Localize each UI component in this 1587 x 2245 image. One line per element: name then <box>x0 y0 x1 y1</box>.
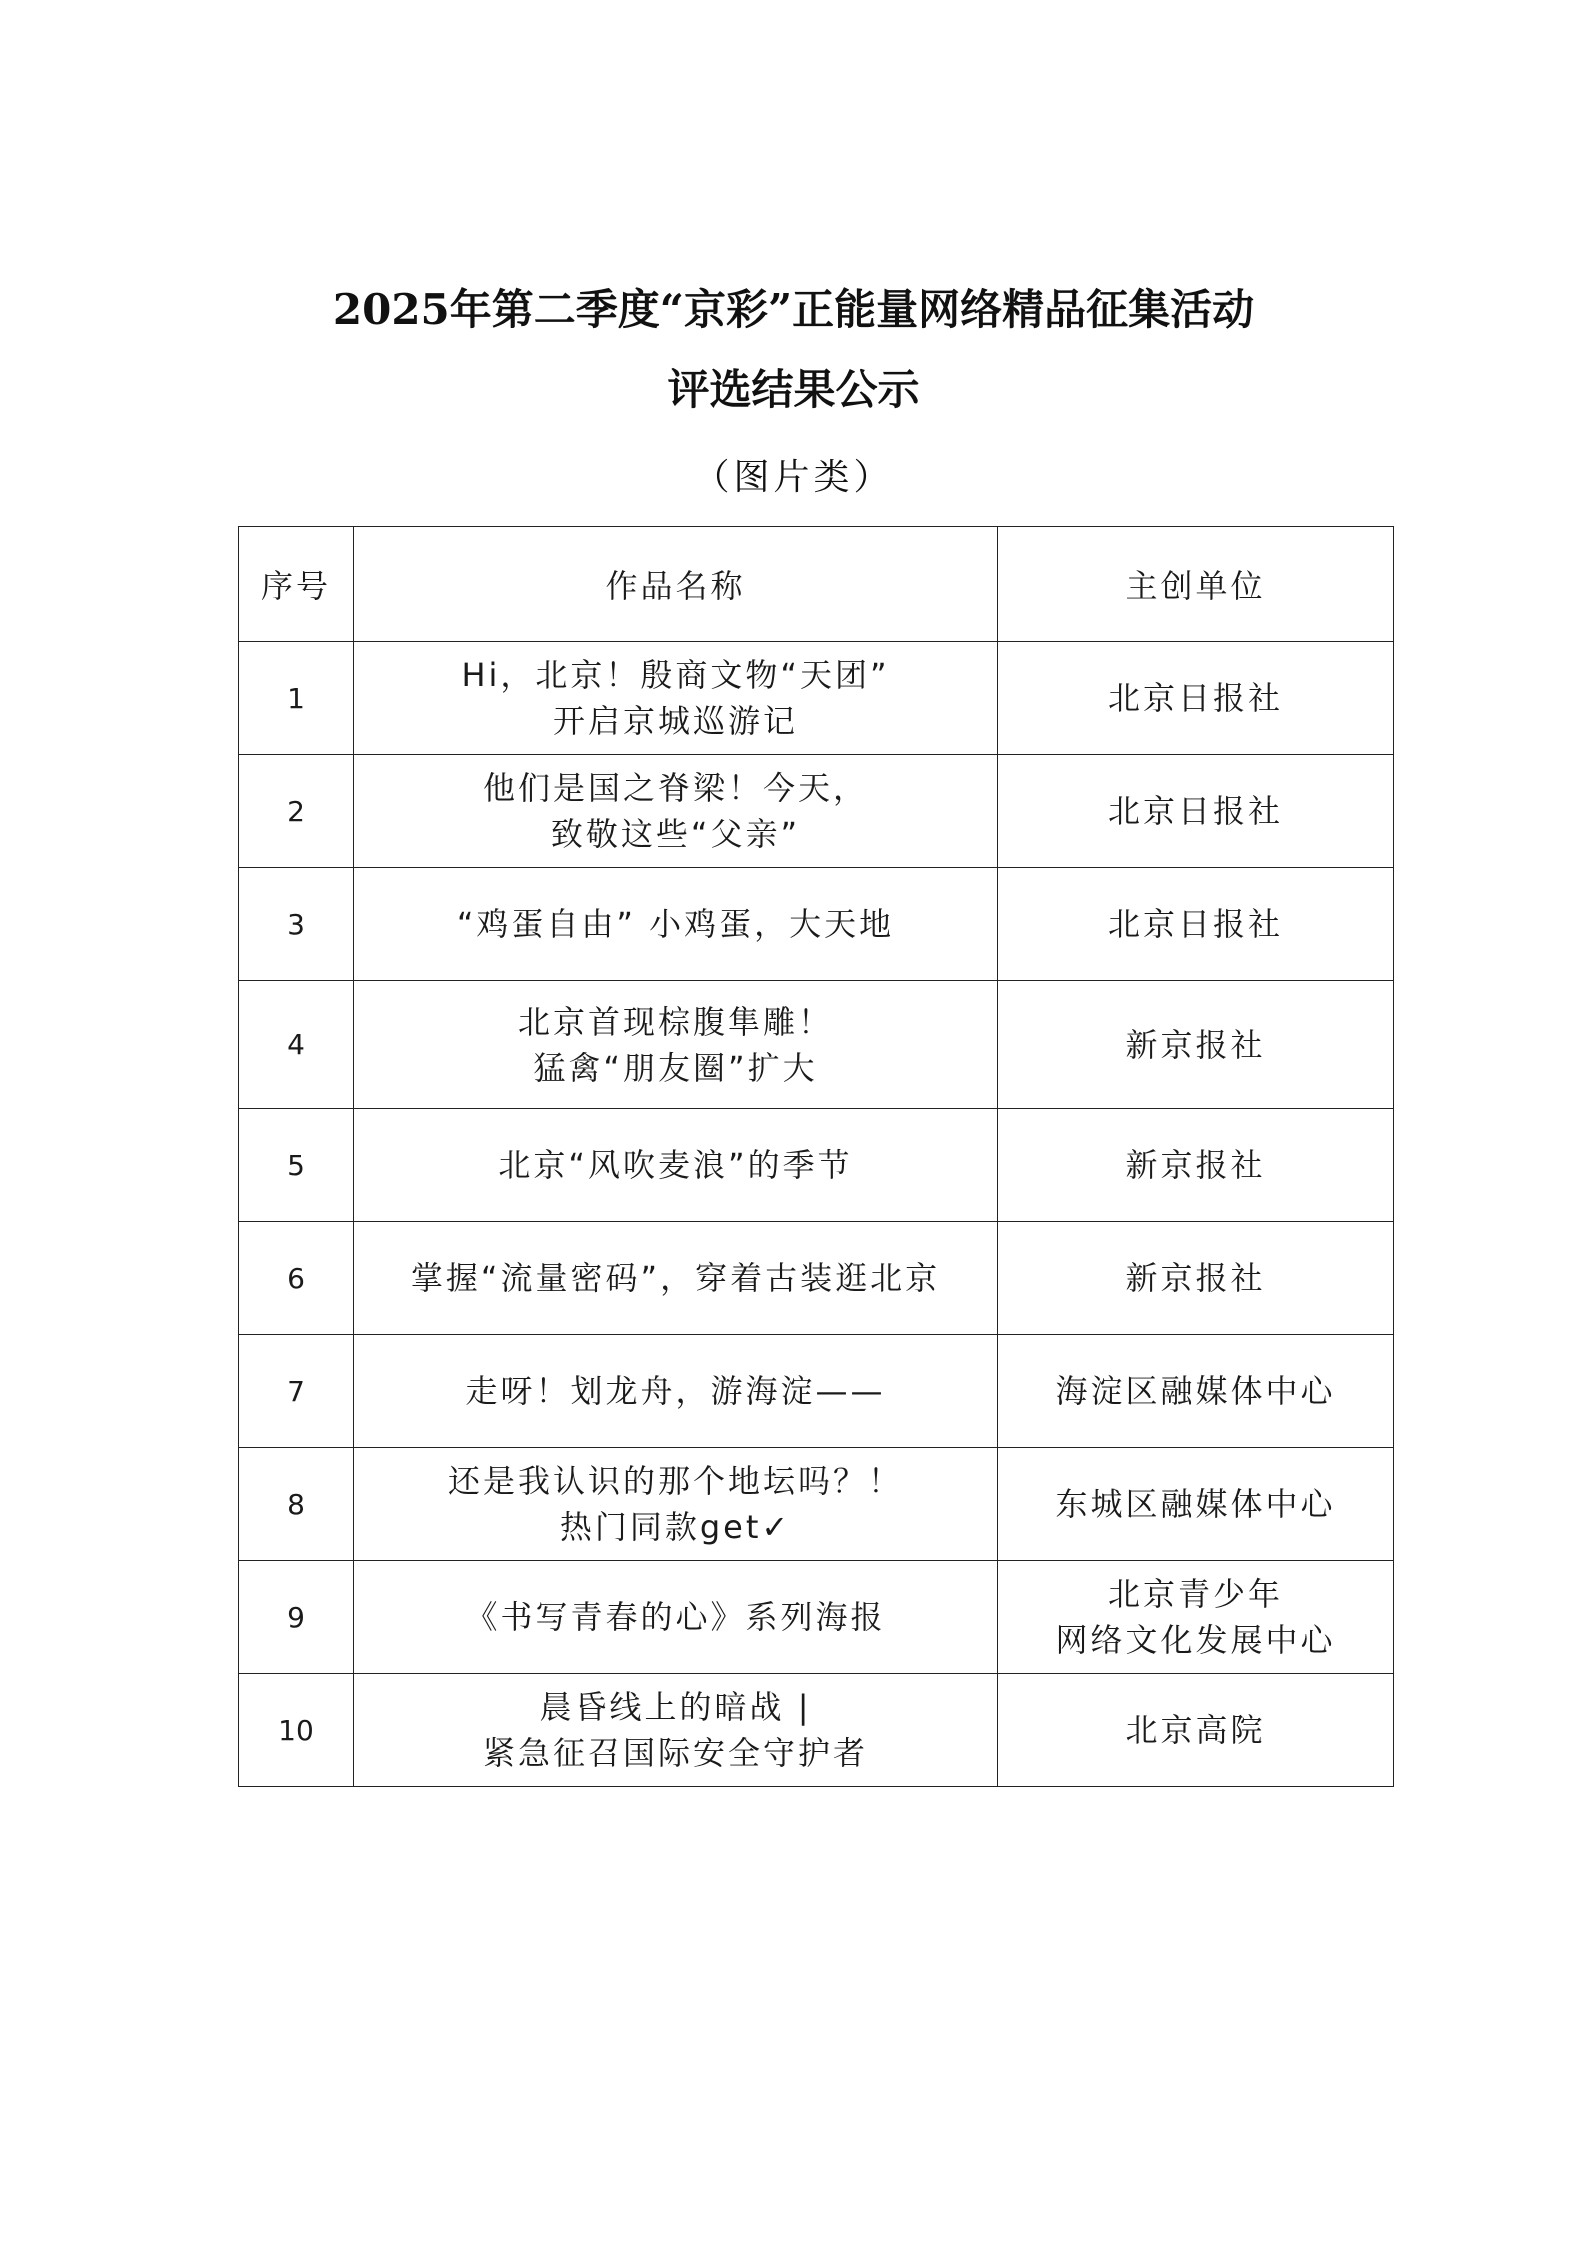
table-body <box>239 642 1394 1787</box>
header-unit: 主创单位 <box>998 527 1394 642</box>
table-row <box>239 868 1394 981</box>
results-table <box>238 526 1394 1787</box>
work-title-cell <box>354 755 998 868</box>
work-title-cell <box>354 1448 998 1561</box>
document-title: 2025年第二季度“京彩”正能量网络精品征集活动 <box>332 285 1255 334</box>
table-row <box>239 1335 1394 1448</box>
work-title-line: 走呀！划龙舟，游海淀—— <box>465 1372 886 1410</box>
row-number: 4 <box>239 981 354 1109</box>
work-title-line: 开启京城巡游记 <box>552 702 798 740</box>
work-title-line: 晨昏线上的暗战 | <box>539 1688 812 1726</box>
work-title-line: 热门同款get✓ <box>559 1508 792 1546</box>
work-title-line: Hi，北京！殷商文物“天团” <box>461 656 890 694</box>
header-title: 作品名称 <box>354 527 998 642</box>
creator-unit-cell <box>998 1674 1394 1787</box>
work-title-line: 还是我认识的那个地坛吗？！ <box>447 1462 903 1500</box>
work-title-line: “鸡蛋自由” 小鸡蛋，大天地 <box>456 905 895 943</box>
table-row <box>239 1222 1394 1335</box>
creator-unit-cell <box>998 868 1394 981</box>
work-title-line: 他们是国之脊梁！今天， <box>482 769 868 807</box>
row-number: 2 <box>239 755 354 868</box>
creator-unit-cell <box>998 642 1394 755</box>
work-title-cell <box>354 1222 998 1335</box>
table-row <box>239 981 1394 1109</box>
document-title-line2: 评选结果公示 <box>667 365 920 414</box>
creator-unit-line: 网络文化发展中心 <box>1055 1621 1336 1659</box>
work-title-line: 紧急征召国际安全守护者 <box>482 1734 868 1772</box>
creator-unit-line: 海淀区融媒体中心 <box>1055 1372 1336 1410</box>
creator-unit-line: 北京高院 <box>1125 1711 1266 1749</box>
creator-unit-cell <box>998 755 1394 868</box>
work-title-line: 掌握“流量密码”，穿着古装逛北京 <box>410 1259 941 1297</box>
row-number: 8 <box>239 1448 354 1561</box>
work-title-cell <box>354 981 998 1109</box>
work-title-cell <box>354 1561 998 1674</box>
work-title-line: 北京“风吹麦浪”的季节 <box>498 1146 853 1184</box>
row-number: 10 <box>239 1674 354 1787</box>
creator-unit-line: 新京报社 <box>1125 1025 1266 1064</box>
work-title-cell <box>354 642 998 755</box>
row-number: 7 <box>239 1335 354 1448</box>
row-number: 5 <box>239 1109 354 1222</box>
row-number: 9 <box>239 1561 354 1674</box>
table-row <box>239 1674 1394 1787</box>
table-row <box>239 755 1394 868</box>
work-title-line: 《书写青春的心》系列海报 <box>465 1598 886 1636</box>
creator-unit-cell <box>998 1222 1394 1335</box>
creator-unit-cell <box>998 1335 1394 1448</box>
work-title-line: 北京首现棕腹隼雕！ <box>517 1002 833 1041</box>
creator-unit-cell <box>998 1109 1394 1222</box>
creator-unit-cell <box>998 1561 1394 1674</box>
creator-unit-line: 北京日报社 <box>1107 905 1283 943</box>
work-title-line: 猛禽“朋友圈”扩大 <box>533 1048 818 1087</box>
creator-unit-line: 新京报社 <box>1125 1146 1266 1184</box>
creator-unit-line: 北京青少年 <box>1107 1575 1283 1613</box>
creator-unit-line: 东城区融媒体中心 <box>1055 1485 1336 1523</box>
table-row <box>239 1448 1394 1561</box>
creator-unit-line: 新京报社 <box>1125 1259 1266 1297</box>
creator-unit-line: 北京日报社 <box>1107 792 1283 830</box>
work-title-cell <box>354 1674 998 1787</box>
row-number: 3 <box>239 868 354 981</box>
header-no: 序号 <box>239 527 354 642</box>
table-row <box>239 1109 1394 1222</box>
work-title-cell <box>354 1109 998 1222</box>
creator-unit-cell <box>998 1448 1394 1561</box>
row-number: 6 <box>239 1222 354 1335</box>
work-title-cell <box>354 868 998 981</box>
creator-unit-cell <box>998 981 1394 1109</box>
creator-unit-line: 北京日报社 <box>1107 679 1283 717</box>
work-title-cell <box>354 1335 998 1448</box>
table-header-row <box>239 527 1394 642</box>
table-row <box>239 642 1394 755</box>
table-row <box>239 1561 1394 1674</box>
document-subtitle: （图片类） <box>693 457 894 498</box>
row-number: 1 <box>239 642 354 755</box>
work-title-line: 致敬这些“父亲” <box>550 815 801 853</box>
